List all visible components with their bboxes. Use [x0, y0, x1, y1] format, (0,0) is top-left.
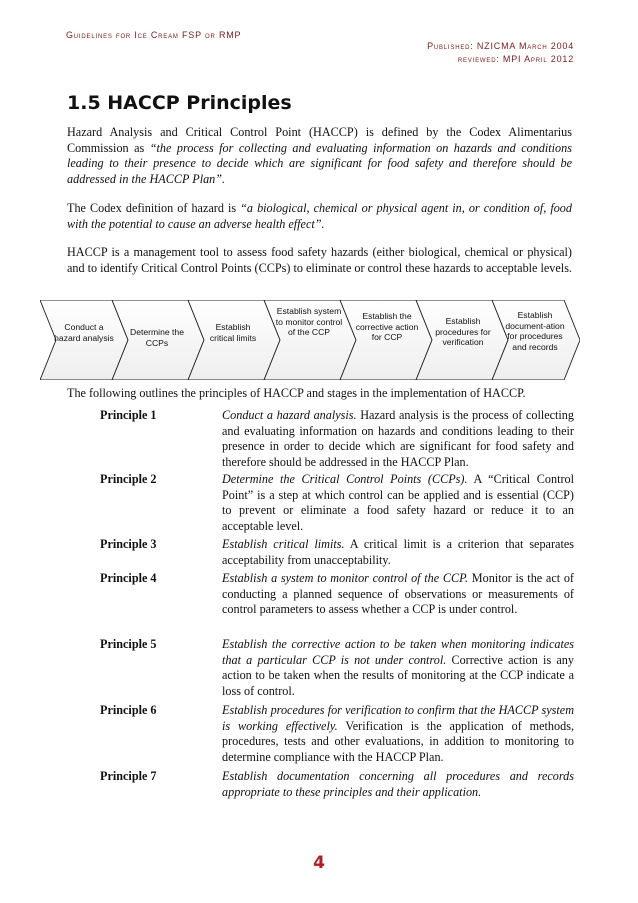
principle-row-2: [100, 472, 574, 534]
running-header-publication: [427, 40, 574, 66]
principle-row-7: [100, 769, 574, 800]
flow-step-2: Determine the CCPs: [130, 327, 184, 348]
flow-step-7: Establish document-ation for procedures and records: [505, 310, 565, 352]
principle-text: Corrective action is any action to be taken when the results of monitoring at the CCP indicate a loss of control.: [222, 652, 574, 698]
principle-name: Principle 7: [100, 769, 157, 783]
principle-name: Principle 2: [100, 472, 157, 486]
principle-italic: Determine the Critical Control Points (CCPs).: [222, 472, 468, 486]
principle-name: Principle 6: [100, 703, 157, 717]
flow-step-4: Establish system to monitor control of the CCP: [275, 306, 343, 337]
published-line: Published: NZICMA March 2004: [427, 41, 574, 51]
principle-text: A critical limit is a criterion that separates acceptability from unacceptability.: [222, 537, 574, 567]
p2-text: The Codex definition of hazard is: [67, 201, 241, 215]
section-heading: 1.5 HACCP Principles: [67, 92, 292, 114]
flow-step-1: Conduct a hazard analysis: [54, 322, 114, 343]
principle-name: Principle 4: [100, 571, 157, 585]
principle-row-5: [100, 637, 574, 699]
page-number: 4: [313, 853, 325, 873]
principle-row-6: [100, 703, 574, 765]
principle-description: [222, 472, 574, 534]
principle-italic: Establish critical limits.: [222, 537, 345, 551]
principle-text: Monitor is the act of conducting a planned sequence of observations or measurements of control parameters to assess whether a CCP is under control.: [222, 571, 574, 616]
principle-description: [222, 769, 574, 800]
principle-italic: Establish a system to monitor control of the CCP.: [222, 571, 469, 585]
principle-text: Hazard analysis is the process of collecting and evaluating information on hazards and conditions leading to their presence in order to decide which are significant for food safety and therefore should be addressed in the HACCP Plan.: [222, 408, 574, 469]
paragraph-haccp-tool: HACCP is a management tool to assess food safety hazards (either biological, chemical or physical) and to identify Critical Control Points (CCPs) to eliminate or control these hazards to acceptable levels.: [67, 245, 572, 275]
principle-description: [222, 637, 574, 699]
principle-name: Principle 3: [100, 537, 157, 551]
principle-row-1: [100, 408, 574, 470]
principle-text: A “Critical Control Point” is a step at which control can be applied and is essential (CCP) to prevent or eliminate a food safety hazard or reduce it to an acceptable level.: [222, 472, 574, 533]
principle-name: Principle 5: [100, 637, 157, 651]
haccp-process-flow: [40, 300, 580, 380]
principle-italic: Establish documentation concerning all procedures and records appropriate to these principles and their application.: [222, 769, 574, 799]
running-header-title: Guidelines for Ice Cream FSP or RMP: [66, 30, 242, 40]
principle-description: [222, 408, 574, 470]
p1-text: Hazard Analysis and Critical Control Point (HACCP) is defined by the Codex Alimentarius Commission as: [67, 125, 572, 155]
flow-step-5: Establish the corrective action for CCP: [355, 311, 419, 342]
principle-row-3: [100, 537, 574, 568]
p1-quote: “the process for collecting and evaluating information on hazards and conditions leading to their presence to decide which are significant for food safety and therefore should be addressed in the HACCP Plan”.: [67, 140, 572, 186]
principle-name: Principle 1: [100, 408, 157, 422]
paragraph-hazard-definition: [67, 201, 572, 232]
p2-quote: “a biological, chemical or physical agent in, or condition of, food with the potential to cause an adverse health effect”.: [67, 201, 572, 231]
principle-description: [222, 571, 574, 618]
flow-step-6: Establish procedures for verification: [435, 316, 491, 347]
principle-italic: Establish procedures for verification to confirm that the HACCP system is working effectively.: [222, 703, 574, 733]
principle-row-4: [100, 571, 574, 618]
principle-italic: Establish the corrective action to be taken when monitoring indicates that a particular CCP is not under control.: [222, 637, 574, 667]
principle-text: Verification is the application of methods, procedures, tests and other evaluations, in addition to monitoring to determine compliance with the HACCP Plan.: [222, 718, 574, 764]
reviewed-line: reviewed: MPI April 2012: [457, 54, 574, 64]
principle-description: [222, 703, 574, 765]
flow-step-3: Establish critical limits: [209, 322, 257, 343]
principle-italic: Conduct a hazard analysis.: [222, 408, 357, 422]
principles-intro: The following outlines the principles of HACCP and stages in the implementation of HACCP.: [67, 386, 526, 400]
principle-description: [222, 537, 574, 568]
paragraph-haccp-definition: [67, 125, 572, 187]
